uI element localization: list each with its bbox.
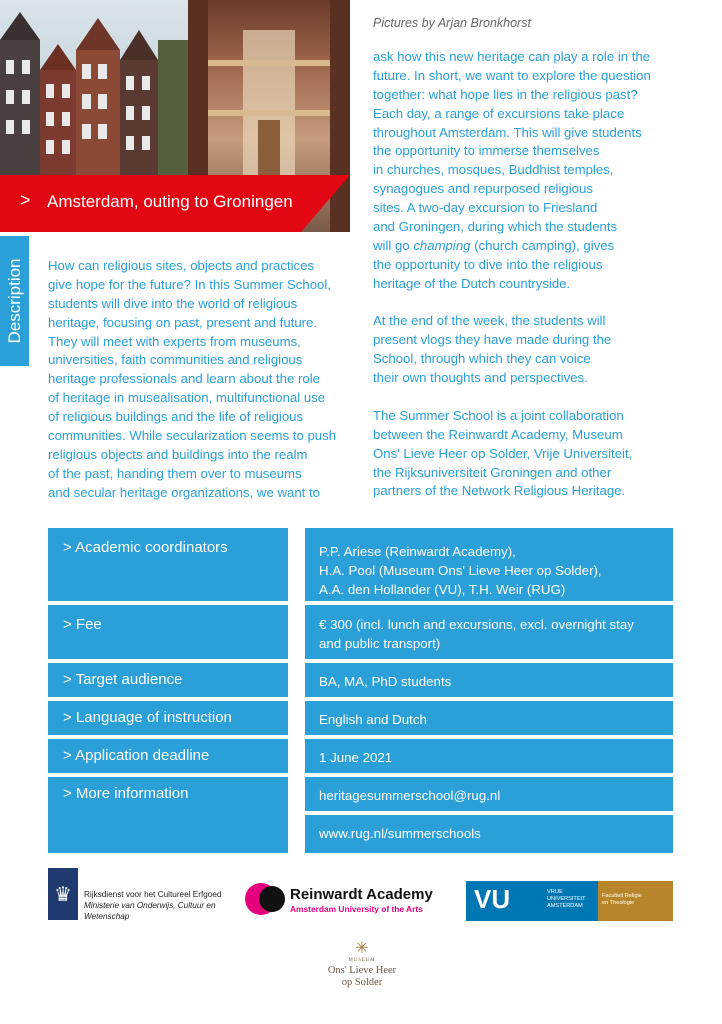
body-line: communities. While secularization seems to push	[48, 428, 337, 444]
body-line: present vlogs they have made during the	[373, 332, 612, 348]
vu-logo-abbr: VU	[474, 884, 511, 914]
coordinator-line: P.P. Ariese (Reinwardt Academy),	[319, 544, 516, 559]
description-right-column	[373, 48, 673, 501]
fee-value	[305, 605, 673, 659]
champing-prefix: will go	[373, 237, 414, 253]
body-line: give hope for the future? In this Summer School,	[48, 276, 331, 292]
olh-line-2: op Solder	[341, 977, 383, 988]
language-value: English and Dutch	[305, 701, 673, 735]
body-line: School, through which they can voice	[373, 351, 591, 367]
chevron-right-icon: >	[20, 190, 31, 210]
coordinators-label: > Academic coordinators	[48, 528, 288, 601]
body-line: of the past, handing them over to museums	[48, 465, 302, 481]
body-line: in churches, mosques, Buddhist temples,	[373, 162, 614, 178]
vu-logo-text	[547, 889, 595, 910]
olh-logo-name	[312, 965, 412, 989]
crest-icon: ♛	[48, 868, 78, 920]
body-line: At the end of the week, the students will	[373, 313, 606, 329]
body-line: between the Reinwardt Academy, Museum	[373, 426, 623, 442]
body-line: students will dive into the world of religious	[48, 295, 298, 311]
deadline-value: 1 June 2021	[305, 739, 673, 773]
body-line: ask how this new heritage can play a role in the	[373, 49, 651, 64]
deadline-label: > Application deadline	[48, 739, 288, 773]
body-line: synagogues and repurposed religious	[373, 181, 593, 197]
vu-line-3: AMSTERDAM	[547, 903, 583, 909]
body-line: together: what hope lies in the religious past?	[373, 86, 638, 102]
rce-logo-text	[84, 889, 244, 922]
photo-caption: Amsterdam, outing to Groningen	[47, 192, 293, 211]
body-line: heritage, focusing on past, present and future.	[48, 314, 318, 330]
fee-line: € 300 (incl. lunch and excursions, excl. overnight stay	[319, 617, 634, 632]
fee-line: and public transport)	[319, 636, 441, 651]
body-line: of heritage in musealisation, multifunctional use	[48, 390, 326, 406]
champing-suffix: (church camping), gives	[470, 237, 615, 253]
email-link[interactable]: heritagesummerschool@rug.nl	[305, 777, 673, 811]
body-line: heritage professionals and learn about the role	[48, 371, 320, 387]
body-line: of religious buildings and the life of religious	[48, 409, 304, 425]
olh-line-1: Ons' Lieve Heer	[327, 965, 397, 976]
vu-line-2: UNIVERSITEIT	[547, 896, 586, 902]
body-line: heritage of the Dutch countryside.	[373, 275, 571, 291]
body-line: the Rijksuniversiteit Groningen and other	[373, 464, 612, 480]
coordinators-value	[305, 528, 673, 601]
rce-line-1: Rijksdienst voor het Cultureel Erfgoed	[84, 890, 222, 899]
body-line: their own thoughts and perspectives.	[373, 370, 588, 386]
reinwardt-logo-name: Reinwardt Academy	[290, 886, 433, 903]
reinwardt-logo-mark	[245, 883, 285, 915]
body-line: universities, faith communities and religious	[48, 352, 303, 368]
description-tab-label: Description	[5, 258, 24, 344]
body-line: throughout Amsterdam. This will give students	[373, 124, 642, 140]
body-line: Each day, a range of excursions take place	[373, 105, 625, 121]
champing-word: champing	[413, 237, 471, 253]
body-line: the opportunity to dive into the religious	[373, 256, 603, 272]
body-line: The Summer School is a joint collaboration	[373, 407, 624, 423]
olh-logo-small: MUSEUM	[348, 958, 376, 963]
vu-faculty-line-1: Faculteit Religie	[602, 893, 642, 899]
body-line: the opportunity to immerse themselves	[373, 143, 600, 159]
vu-faculty-line-2: en Theologie	[602, 900, 635, 906]
description-left-column	[48, 257, 358, 503]
audience-label: > Target audience	[48, 663, 288, 697]
body-line: How can religious sites, objects and practices	[48, 258, 315, 273]
body-line: future. In short, we want to explore the question	[373, 67, 651, 83]
body-line: sites. A two-day excursion to Friesland	[373, 200, 598, 216]
language-label: > Language of instruction	[48, 701, 288, 735]
body-line: and Groningen, during which the students	[373, 219, 618, 235]
vu-line-1: VRIJE	[547, 889, 563, 895]
body-line: religious objects and buildings into the realm	[48, 446, 308, 462]
website-link[interactable]: www.rug.nl/summerschools	[305, 815, 673, 853]
vu-faculty-text	[602, 893, 670, 907]
audience-value: BA, MA, PhD students	[305, 663, 673, 697]
coordinator-line: A.A. den Hollander (VU), T.H. Weir (RUG)	[319, 582, 566, 597]
body-line: They will meet with experts from museums,	[48, 333, 301, 349]
rce-line-2: Ministerie van Onderwijs, Cultuur en	[84, 901, 216, 910]
star-icon: ✳	[355, 938, 369, 957]
more-info-label: > More information	[48, 777, 288, 853]
fee-label: > Fee	[48, 605, 288, 659]
coordinator-line: H.A. Pool (Museum Ons' Lieve Heer op Solder),	[319, 563, 602, 578]
body-line: Ons' Lieve Heer op Solder, Vrije Universiteit,	[373, 445, 633, 461]
reinwardt-logo-subtitle: Amsterdam University of the Arts	[290, 904, 423, 914]
body-line-champing	[373, 237, 673, 256]
photo-credit: Pictures by Arjan Bronkhorst	[373, 16, 531, 30]
rce-line-3: Wetenschap	[84, 912, 130, 921]
body-line: and secular heritage organizations, we want to	[48, 484, 320, 500]
body-line: partners of the Network Religious Heritage.	[373, 483, 626, 499]
